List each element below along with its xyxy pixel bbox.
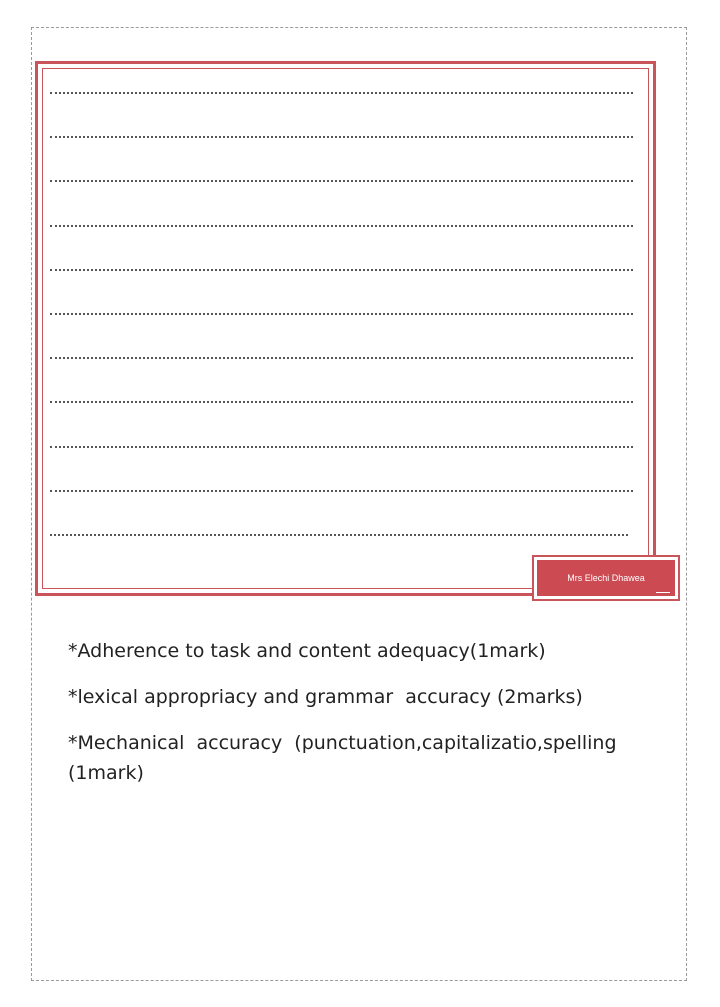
writing-box [35,61,656,596]
signature-label: Mrs Elechi Dhawea [537,560,675,596]
signature-badge [532,555,680,601]
criterion-grammar: *lexical appropriacy and grammar accuracy (2marks) [68,686,583,708]
marking-criteria [68,636,668,804]
dotted-writing-line [50,269,633,271]
dotted-writing-line [50,401,633,403]
criterion-mechanics: *Mechanical accuracy (punctuation,capitalizatio,spelling (1mark) [68,732,623,784]
dotted-writing-line [50,136,633,138]
criterion-content: *Adherence to task and content adequacy(1mark) [68,640,546,662]
dotted-writing-line [50,357,633,359]
dotted-writing-line [50,225,633,227]
dotted-writing-line [50,446,633,448]
dotted-writing-line [50,92,633,94]
dotted-writing-line [50,534,628,536]
dotted-writing-line [50,490,633,492]
dotted-writing-line [50,313,633,315]
dotted-writing-line [50,180,633,182]
writing-box-inner-border [42,68,649,589]
signature-underline [656,592,670,593]
